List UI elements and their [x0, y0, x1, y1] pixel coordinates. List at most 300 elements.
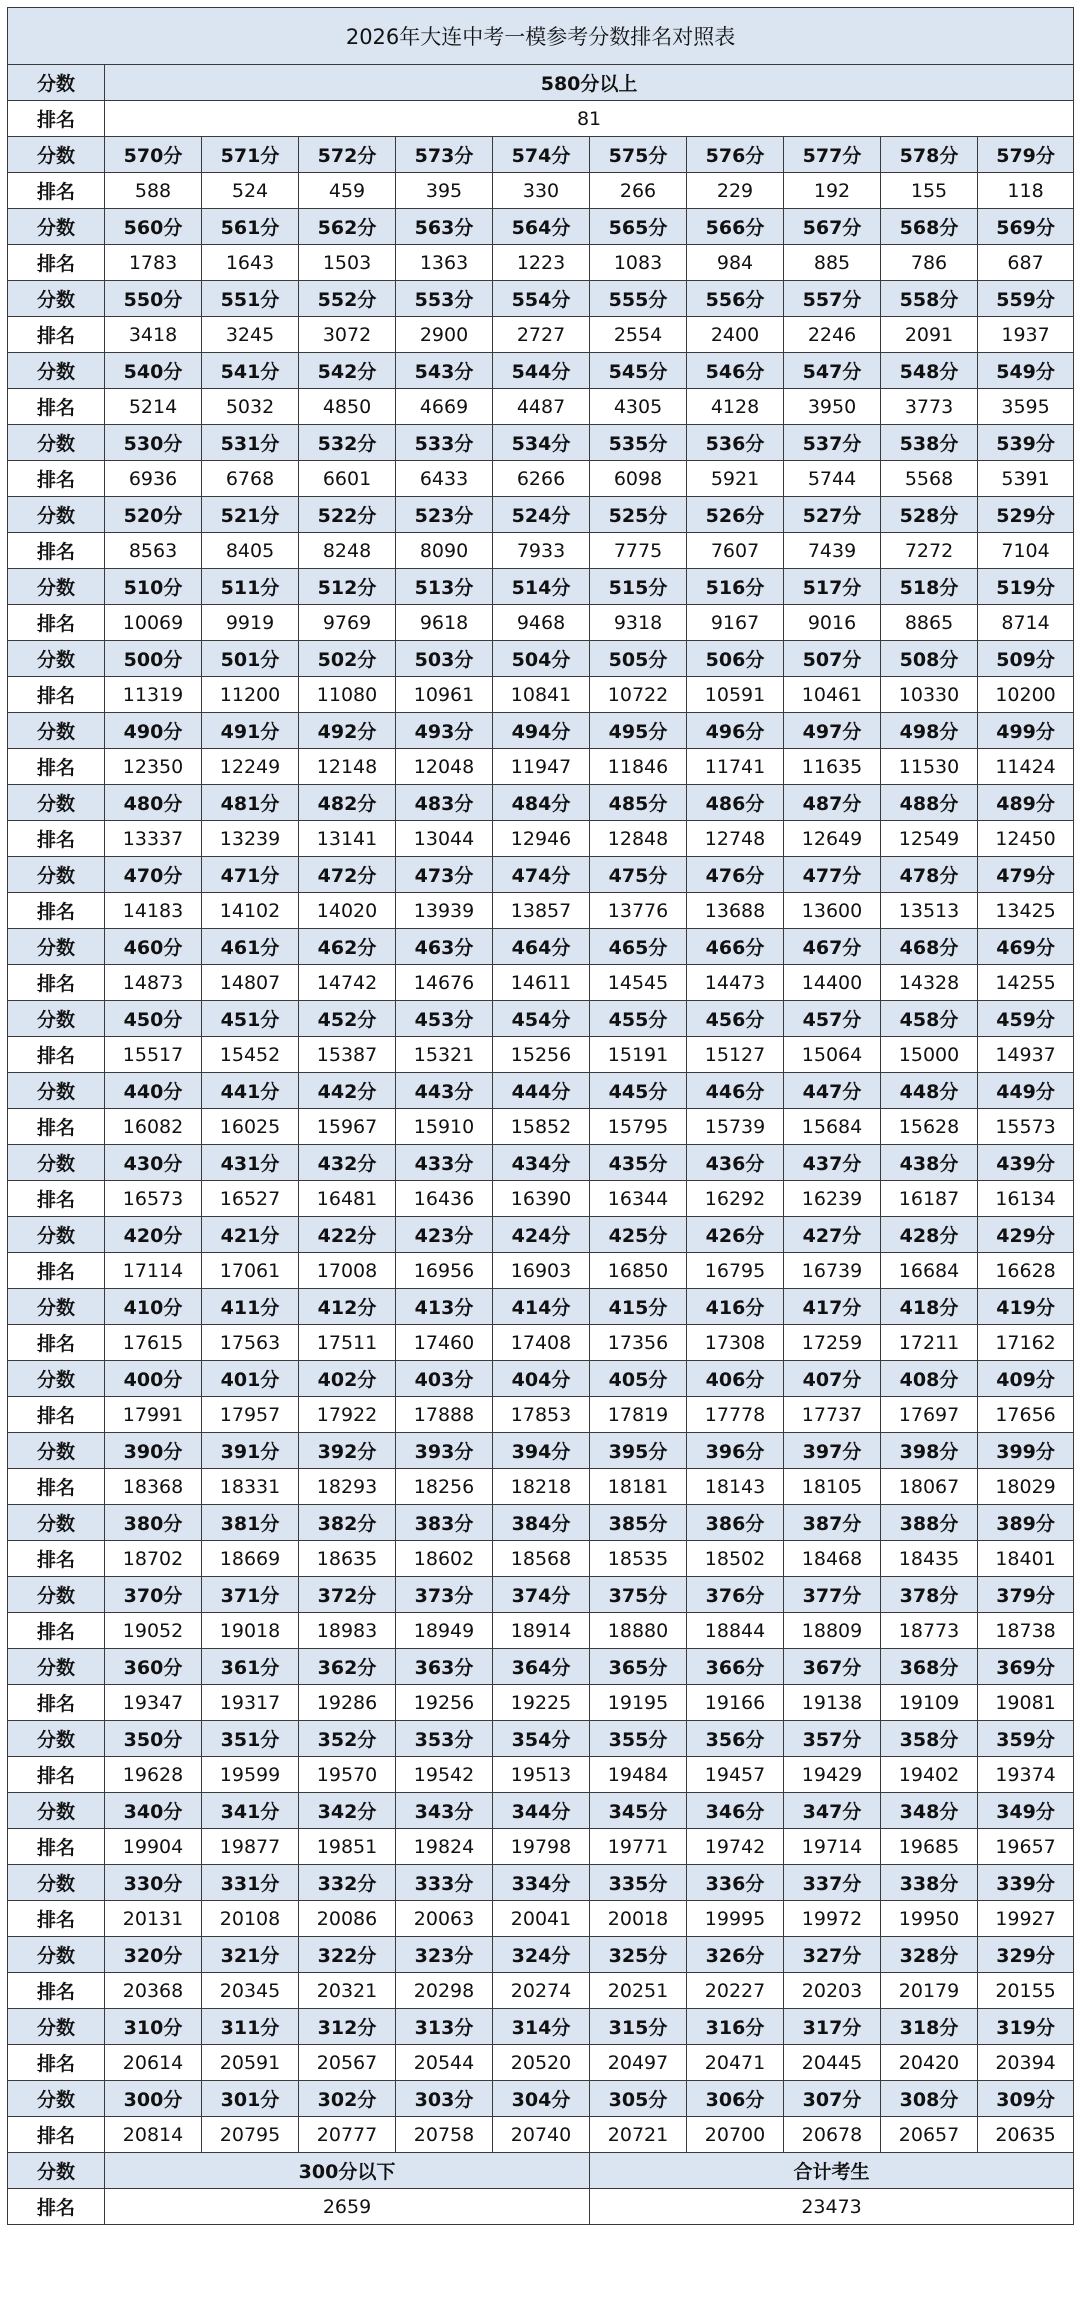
rank-cell: 17853	[493, 1397, 590, 1433]
rank-label: 排名	[8, 173, 105, 209]
rank-label: 排名	[8, 1325, 105, 1361]
rank-cell: 18568	[493, 1541, 590, 1577]
rank-cell: 524	[202, 173, 299, 209]
score-cell: 385分	[590, 1505, 687, 1541]
score-cell: 561分	[202, 209, 299, 245]
score-cell: 327分	[784, 1937, 881, 1973]
score-cell: 493分	[396, 713, 493, 749]
rank-cell: 17888	[396, 1397, 493, 1433]
score-cell: 332分	[299, 1865, 396, 1901]
score-label: 分数	[8, 713, 105, 749]
score-cell: 314分	[493, 2009, 590, 2045]
rank-cell: 10722	[590, 677, 687, 713]
rank-cell: 12748	[687, 821, 784, 857]
rank-row	[8, 1397, 1074, 1433]
rank-label: 排名	[8, 2117, 105, 2153]
rank-row	[8, 821, 1074, 857]
score-label: 分数	[8, 425, 105, 461]
rank-cell: 16956	[396, 1253, 493, 1289]
score-cell: 390分	[105, 1433, 202, 1469]
rank-cell: 5032	[202, 389, 299, 425]
rank-cell: 20063	[396, 1901, 493, 1937]
rank-cell: 10961	[396, 677, 493, 713]
score-cell: 406分	[687, 1361, 784, 1397]
rank-cell: 11424	[978, 749, 1074, 785]
score-label: 分数	[8, 2081, 105, 2117]
rank-cell: 3950	[784, 389, 881, 425]
rank-cell: 14328	[881, 965, 978, 1001]
score-cell: 515分	[590, 569, 687, 605]
score-cell: 512分	[299, 569, 396, 605]
score-cell: 455分	[590, 1001, 687, 1037]
score-cell: 466分	[687, 929, 784, 965]
rank-cell: 18435	[881, 1541, 978, 1577]
rank-cell: 16739	[784, 1253, 881, 1289]
score-cell: 367分	[784, 1649, 881, 1685]
rank-cell: 20520	[493, 2045, 590, 2081]
rank-cell: 885	[784, 245, 881, 281]
rank-cell: 12350	[105, 749, 202, 785]
rank-cell: 18773	[881, 1613, 978, 1649]
rank-cell: 17162	[978, 1325, 1074, 1361]
rank-cell: 15628	[881, 1109, 978, 1145]
score-cell: 434分	[493, 1145, 590, 1181]
score-cell: 511分	[202, 569, 299, 605]
score-cell: 429分	[978, 1217, 1074, 1253]
score-cell: 526分	[687, 497, 784, 533]
score-cell: 395分	[590, 1433, 687, 1469]
score-cell: 324分	[493, 1937, 590, 1973]
rank-cell: 19256	[396, 1685, 493, 1721]
score-cell: 508分	[881, 641, 978, 677]
score-row	[8, 1001, 1074, 1037]
rank-cell: 17408	[493, 1325, 590, 1361]
rank-cell: 17991	[105, 1397, 202, 1433]
rank-row	[8, 965, 1074, 1001]
rank-label: 排名	[8, 461, 105, 497]
score-cell: 382分	[299, 1505, 396, 1541]
score-cell: 330分	[105, 1865, 202, 1901]
score-cell: 320分	[105, 1937, 202, 1973]
rank-cell: 15573	[978, 1109, 1074, 1145]
rank-cell: 18738	[978, 1613, 1074, 1649]
score-row	[8, 425, 1074, 461]
score-cell: 451分	[202, 1001, 299, 1037]
score-cell: 536分	[687, 425, 784, 461]
score-row	[8, 1073, 1074, 1109]
rank-label: 排名	[8, 1253, 105, 1289]
score-row	[8, 497, 1074, 533]
score-label: 分数	[8, 1505, 105, 1541]
score-cell: 384分	[493, 1505, 590, 1541]
score-cell: 310分	[105, 2009, 202, 2045]
rank-row	[8, 1901, 1074, 1937]
rank-cell: 13688	[687, 893, 784, 929]
score-cell: 435分	[590, 1145, 687, 1181]
score-label: 分数	[8, 641, 105, 677]
rank-cell: 10461	[784, 677, 881, 713]
rank-cell: 13141	[299, 821, 396, 857]
score-cell: 464分	[493, 929, 590, 965]
rank-cell: 9167	[687, 605, 784, 641]
rank-cell: 18067	[881, 1469, 978, 1505]
rank-cell: 19429	[784, 1757, 881, 1793]
score-row	[8, 209, 1074, 245]
score-cell: 309分	[978, 2081, 1074, 2117]
rank-row	[8, 1829, 1074, 1865]
rank-cell: 1223	[493, 245, 590, 281]
score-cell: 414分	[493, 1289, 590, 1325]
score-label: 分数	[8, 1865, 105, 1901]
score-row-top	[8, 65, 1074, 101]
rank-cell: 20274	[493, 1973, 590, 2009]
rank-cell: 1643	[202, 245, 299, 281]
score-cell: 544分	[493, 353, 590, 389]
rank-cell: 20591	[202, 2045, 299, 2081]
rank-cell: 16292	[687, 1181, 784, 1217]
rank-cell: 1783	[105, 245, 202, 281]
score-cell: 546分	[687, 353, 784, 389]
score-cell: 507分	[784, 641, 881, 677]
score-cell: 369分	[978, 1649, 1074, 1685]
score-row	[8, 785, 1074, 821]
score-cell: 500分	[105, 641, 202, 677]
rank-cell: 7104	[978, 533, 1074, 569]
rank-cell: 19771	[590, 1829, 687, 1865]
rank-label: 排名	[8, 389, 105, 425]
rank-cell: 19995	[687, 1901, 784, 1937]
score-cell: 579分	[978, 137, 1074, 173]
rank-row	[8, 389, 1074, 425]
rank-cell: 20394	[978, 2045, 1074, 2081]
score-cell: 343分	[396, 1793, 493, 1829]
score-cell: 518分	[881, 569, 978, 605]
rank-cell: 16795	[687, 1253, 784, 1289]
score-cell: 474分	[493, 857, 590, 893]
rank-cell: 17563	[202, 1325, 299, 1361]
score-cell: 557分	[784, 281, 881, 317]
rank-label: 排名	[8, 1973, 105, 2009]
rank-cell: 17922	[299, 1397, 396, 1433]
score-cell: 409分	[978, 1361, 1074, 1397]
score-cell: 355分	[590, 1721, 687, 1757]
score-cell: 416分	[687, 1289, 784, 1325]
rank-cell: 11530	[881, 749, 978, 785]
score-label: 分数	[8, 2153, 105, 2189]
rank-cell: 5921	[687, 461, 784, 497]
rank-cell: 20321	[299, 1973, 396, 2009]
rank-label: 排名	[8, 245, 105, 281]
score-cell: 450分	[105, 1001, 202, 1037]
rank-cell: 17957	[202, 1397, 299, 1433]
score-cell: 397分	[784, 1433, 881, 1469]
score-row	[8, 1577, 1074, 1613]
rank-cell: 20251	[590, 1973, 687, 2009]
rank-cell: 13513	[881, 893, 978, 929]
rank-label: 排名	[8, 677, 105, 713]
score-cell: 549分	[978, 353, 1074, 389]
rank-cell: 20203	[784, 1973, 881, 2009]
score-label: 分数	[8, 1145, 105, 1181]
rank-cell: 19138	[784, 1685, 881, 1721]
score-cell: 378分	[881, 1577, 978, 1613]
score-cell: 497分	[784, 713, 881, 749]
rank-cell: 17356	[590, 1325, 687, 1361]
rank-label: 排名	[8, 965, 105, 1001]
score-row	[8, 857, 1074, 893]
score-label: 分数	[8, 2009, 105, 2045]
rank-cell: 19950	[881, 1901, 978, 1937]
score-cell: 559分	[978, 281, 1074, 317]
rank-cell: 18983	[299, 1613, 396, 1649]
rank-cell: 17308	[687, 1325, 784, 1361]
rank-cell: 7272	[881, 533, 978, 569]
score-cell: 468分	[881, 929, 978, 965]
rank-row	[8, 461, 1074, 497]
score-row	[8, 1433, 1074, 1469]
rank-row	[8, 1973, 1074, 2009]
rank-cell: 19109	[881, 1685, 978, 1721]
score-cell: 524分	[493, 497, 590, 533]
score-cell: 388分	[881, 1505, 978, 1541]
score-cell: 407分	[784, 1361, 881, 1397]
rank-row-bottom	[8, 2189, 1074, 2225]
rank-label: 排名	[8, 533, 105, 569]
score-cell: 473分	[396, 857, 493, 893]
rank-row	[8, 1109, 1074, 1145]
score-cell: 422分	[299, 1217, 396, 1253]
rank-cell: 118	[978, 173, 1074, 209]
rank-cell: 20368	[105, 1973, 202, 2009]
score-cell: 534分	[493, 425, 590, 461]
rank-cell: 14183	[105, 893, 202, 929]
score-cell: 478分	[881, 857, 978, 893]
rank-cell: 588	[105, 173, 202, 209]
rank-cell: 18880	[590, 1613, 687, 1649]
rank-cell: 19798	[493, 1829, 590, 1865]
score-cell: 357分	[784, 1721, 881, 1757]
rank-row	[8, 173, 1074, 209]
score-cell: 371分	[202, 1577, 299, 1613]
rank-cell: 20614	[105, 2045, 202, 2081]
rank-cell: 17511	[299, 1325, 396, 1361]
score-cell: 548分	[881, 353, 978, 389]
rank-cell: 19714	[784, 1829, 881, 1865]
rank-cell: 19851	[299, 1829, 396, 1865]
score-cell: 432分	[299, 1145, 396, 1181]
score-cell: 496分	[687, 713, 784, 749]
rank-cell: 192	[784, 173, 881, 209]
score-cell: 551分	[202, 281, 299, 317]
score-cell: 492分	[299, 713, 396, 749]
score-row	[8, 1505, 1074, 1541]
rank-cell: 15684	[784, 1109, 881, 1145]
rank-cell: 19484	[590, 1757, 687, 1793]
rank-cell: 11080	[299, 677, 396, 713]
rank-cell: 20179	[881, 1973, 978, 2009]
rank-cell: 4305	[590, 389, 687, 425]
score-cell: 317分	[784, 2009, 881, 2045]
score-cell: 565分	[590, 209, 687, 245]
score-row	[8, 641, 1074, 677]
score-cell: 476分	[687, 857, 784, 893]
score-row	[8, 2009, 1074, 2045]
rank-cell: 15256	[493, 1037, 590, 1073]
score-cell: 439分	[978, 1145, 1074, 1181]
rank-cell: 1937	[978, 317, 1074, 353]
rank-cell: 2554	[590, 317, 687, 353]
score-label: 分数	[8, 1361, 105, 1397]
score-cell: 494分	[493, 713, 590, 749]
rank-cell: 7439	[784, 533, 881, 569]
score-cell: 535分	[590, 425, 687, 461]
rank-cell: 19402	[881, 1757, 978, 1793]
rank-cell: 18914	[493, 1613, 590, 1649]
score-cell: 331分	[202, 1865, 299, 1901]
rank-cell: 10200	[978, 677, 1074, 713]
rank-cell: 14255	[978, 965, 1074, 1001]
score-cell: 491分	[202, 713, 299, 749]
rank-cell: 459	[299, 173, 396, 209]
rank-label: 排名	[8, 749, 105, 785]
score-cell: 340分	[105, 1793, 202, 1829]
score-cell: 528分	[881, 497, 978, 533]
score-cell: 541分	[202, 353, 299, 389]
rank-cell: 14676	[396, 965, 493, 1001]
rank-cell: 15191	[590, 1037, 687, 1073]
score-cell: 373分	[396, 1577, 493, 1613]
rank-cell: 16481	[299, 1181, 396, 1217]
score-cell: 545分	[590, 353, 687, 389]
rank-cell: 18535	[590, 1541, 687, 1577]
score-cell: 563分	[396, 209, 493, 245]
rank-cell: 15064	[784, 1037, 881, 1073]
rank-label: 排名	[8, 101, 105, 137]
score-cell: 522分	[299, 497, 396, 533]
rank-label: 排名	[8, 821, 105, 857]
top-score: 580分以上	[105, 65, 1074, 101]
score-cell: 483分	[396, 785, 493, 821]
score-row	[8, 1793, 1074, 1829]
score-cell: 375分	[590, 1577, 687, 1613]
rank-cell: 18256	[396, 1469, 493, 1505]
rank-cell: 19628	[105, 1757, 202, 1793]
score-cell: 319分	[978, 2009, 1074, 2045]
score-row	[8, 1289, 1074, 1325]
rank-cell: 20721	[590, 2117, 687, 2153]
rank-cell: 16903	[493, 1253, 590, 1289]
score-cell: 437分	[784, 1145, 881, 1181]
score-cell: 475分	[590, 857, 687, 893]
below-300-rank: 2659	[105, 2189, 590, 2225]
score-cell: 323分	[396, 1937, 493, 1973]
rank-cell: 19317	[202, 1685, 299, 1721]
score-cell: 550分	[105, 281, 202, 317]
score-cell: 377分	[784, 1577, 881, 1613]
score-cell: 333分	[396, 1865, 493, 1901]
rank-cell: 18602	[396, 1541, 493, 1577]
score-cell: 445分	[590, 1073, 687, 1109]
rank-cell: 17819	[590, 1397, 687, 1433]
score-label: 分数	[8, 497, 105, 533]
score-cell: 547分	[784, 353, 881, 389]
score-cell: 346分	[687, 1793, 784, 1829]
score-cell: 574分	[493, 137, 590, 173]
score-cell: 348分	[881, 1793, 978, 1829]
score-cell: 571分	[202, 137, 299, 173]
rank-cell: 786	[881, 245, 978, 281]
rank-cell: 14545	[590, 965, 687, 1001]
rank-label: 排名	[8, 893, 105, 929]
rank-cell: 20795	[202, 2117, 299, 2153]
score-cell: 354分	[493, 1721, 590, 1757]
score-cell: 558分	[881, 281, 978, 317]
score-cell: 467分	[784, 929, 881, 965]
score-cell: 326分	[687, 1937, 784, 1973]
score-cell: 465分	[590, 929, 687, 965]
score-label: 分数	[8, 353, 105, 389]
score-cell: 349分	[978, 1793, 1074, 1829]
score-cell: 441分	[202, 1073, 299, 1109]
score-cell: 498分	[881, 713, 978, 749]
score-rank-table-wrapper	[7, 7, 1073, 2225]
rank-row	[8, 317, 1074, 353]
score-cell: 363分	[396, 1649, 493, 1685]
rank-cell: 15739	[687, 1109, 784, 1145]
score-cell: 447分	[784, 1073, 881, 1109]
rank-cell: 4128	[687, 389, 784, 425]
score-cell: 403分	[396, 1361, 493, 1397]
rank-cell: 16527	[202, 1181, 299, 1217]
rank-cell: 6266	[493, 461, 590, 497]
score-cell: 423分	[396, 1217, 493, 1253]
rank-cell: 9318	[590, 605, 687, 641]
score-cell: 379分	[978, 1577, 1074, 1613]
score-cell: 577分	[784, 137, 881, 173]
score-cell: 425分	[590, 1217, 687, 1253]
rank-row	[8, 677, 1074, 713]
score-cell: 560分	[105, 209, 202, 245]
score-cell: 424分	[493, 1217, 590, 1253]
score-cell: 410分	[105, 1289, 202, 1325]
rank-cell: 18181	[590, 1469, 687, 1505]
rank-cell: 15517	[105, 1037, 202, 1073]
rank-cell: 13425	[978, 893, 1074, 929]
rank-cell: 11319	[105, 677, 202, 713]
score-cell: 504分	[493, 641, 590, 677]
score-cell: 523分	[396, 497, 493, 533]
rank-cell: 12249	[202, 749, 299, 785]
rank-cell: 16187	[881, 1181, 978, 1217]
score-cell: 364分	[493, 1649, 590, 1685]
score-cell: 457分	[784, 1001, 881, 1037]
score-row	[8, 353, 1074, 389]
score-cell: 520分	[105, 497, 202, 533]
score-cell: 376分	[687, 1577, 784, 1613]
rank-cell: 8405	[202, 533, 299, 569]
rank-row	[8, 749, 1074, 785]
score-cell: 386分	[687, 1505, 784, 1541]
rank-cell: 19824	[396, 1829, 493, 1865]
rank-cell: 3245	[202, 317, 299, 353]
score-cell: 452分	[299, 1001, 396, 1037]
score-cell: 418分	[881, 1289, 978, 1325]
score-label: 分数	[8, 1721, 105, 1757]
score-cell: 356分	[687, 1721, 784, 1757]
rank-cell: 16134	[978, 1181, 1074, 1217]
rank-cell: 16025	[202, 1109, 299, 1145]
rank-cell: 2091	[881, 317, 978, 353]
